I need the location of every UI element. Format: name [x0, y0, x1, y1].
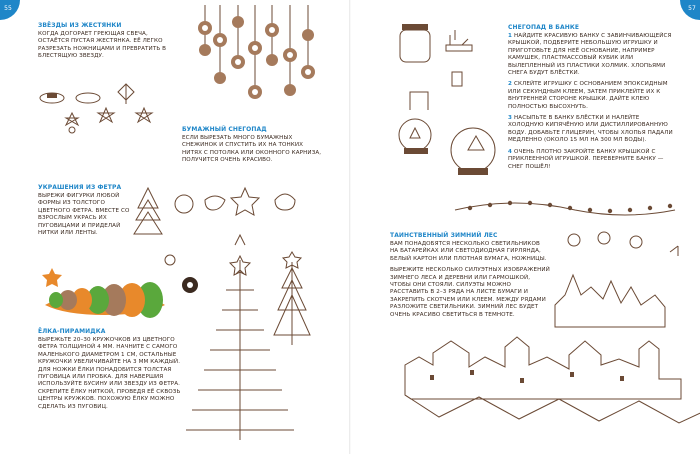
- page-number-right: 57: [680, 0, 700, 20]
- pyramid-tree-section: [38, 328, 186, 415]
- felt-ornaments-section: [38, 184, 133, 241]
- pyramid-tree-title: ЁЛКА-ПИРАМИДКА: [38, 328, 106, 335]
- step-number: 2: [508, 81, 512, 88]
- snow-jar-step: [508, 115, 676, 145]
- felt-ornaments-illustration: [134, 188, 295, 234]
- snow-jar-step: [508, 149, 676, 171]
- hanging-snowflakes-illustration: [198, 5, 315, 99]
- winter-forest-section: [390, 232, 550, 323]
- paper-snowfall-text: ЕСЛИ ВЫРЕЗАТЬ МНОГО БУМАЖНЫХ СНЕЖИНОК И СПУСТИТЬ ИХ НА ТОНКИХ НИТЯХ С ПОТОЛКА ИЛИ ОКОННОГО КАРНИЗА, ПОЛУЧИТСЯ ОЧЕНЬ КРАСИВО.: [182, 135, 322, 164]
- tin-star-steps-illustration: [40, 84, 152, 133]
- snow-jar-step: [508, 81, 676, 111]
- page-number-left: 55: [0, 0, 20, 20]
- paper-snowfall-section: [182, 126, 322, 169]
- winter-forest-title: ТАИНСТВЕННЫЙ ЗИМНИЙ ЛЕС: [390, 232, 498, 239]
- snow-jar-illustrations: [399, 24, 495, 175]
- snow-jar-step: [508, 33, 676, 77]
- step-text: НАСЫПЬТЕ В БАНКУ БЛЁСТКИ И НАЛЕЙТЕ ХОЛОДНУЮ КИПЯЧЁНУЮ ИЛИ ДИСТИЛЛИРОВАННУЮ ВОДУ. ДОБАВЬТЕ ГЛИЦЕРИН, ЧТОБЫ ХЛОПЬЯ ПАДАЛИ МЕДЛЕННО (ОКОЛО 15 МЛ НА 300 МЛ ВОДЫ).: [508, 115, 673, 144]
- stick-trees-illustration: [186, 235, 310, 440]
- step-number: 1: [508, 33, 512, 39]
- snow-jar-title: СНЕГОПАД В БАНКЕ: [508, 24, 580, 31]
- step-number: 4: [508, 148, 512, 155]
- felt-ornaments-title: УКРАШЕНИЯ ИЗ ФЕТРА: [38, 184, 122, 191]
- pyramid-tree-text: ВЫРЕЖЬТЕ 20–30 КРУЖОЧКОВ ИЗ ЦВЕТНОГО ФЕТРА ТОЛЩИНОЙ 4 ММ. НАЧНИТЕ С САМОГО МАЛЕНЬКОГО ДИАМЕТРОМ 1 СМ, ОСТАЛЬНЫЕ КРУЖОЧКИ УВЕЛИЧИВАЙТЕ НА 3 ММ КАЖДЫЙ. ДЛЯ НОЖКИ ЁЛКИ ПОНАДОБИТСЯ ТОЛСТАЯ ПУГОВИЦА ИЛИ ПРОБКА. ДЛЯ НАВЕРШИЯ ИСПОЛЬЗУЙТЕ БУСИНУ ИЛИ ЗВЕЗДУ ИЗ ФЕТРА. СКРЕПИТЕ ЁЛКУ НИТКОЙ, ПРОВЕДЯ ЕЁ СКВОЗЬ ЦЕНТРЫ КРУЖКОВ. ПОХОЖУЮ ЁЛКУ МОЖНО СДЕЛАТЬ ИЗ ПУГОВИЦ.: [38, 337, 181, 410]
- tin-stars-section: [38, 22, 178, 65]
- step-text: СКЛЕЙТЕ ИГРУШКУ С ОСНОВАНИЕМ ЭПОКСИДНЫМ ИЛИ СЕКУНДНЫМ КЛЕЕМ, ЗАТЕМ ПРИКЛЕЙТЕ ИХ К ВНУТРЕННЕЙ СТОРОНЕ КРЫШКИ. ДАЙТЕ КЛЕЮ ПОЛНОСТЬЮ ВЫСОХНУТЬ.: [508, 81, 668, 110]
- winter-forest-paragraph: ВАМ ПОНАДОБЯТСЯ НЕСКОЛЬКО СВЕТИЛЬНИКОВ НА БАТАРЕЙКАХ ИЛИ СВЕТОДИОДНАЯ ГИРЛЯНДА, БЕЛЫЙ КАРТОН ИЛИ ПЛОТНАЯ БУМАГА, НОЖНИЦЫ.: [390, 241, 547, 262]
- step-number: 3: [508, 115, 512, 122]
- snow-jar-section: [508, 24, 676, 175]
- paper-snowfall-title: БУМАЖНЫЙ СНЕГОПАД: [182, 126, 267, 133]
- winter-forest-paragraph: ВЫРЕЖИТЕ НЕСКОЛЬКО СИЛУЭТНЫХ ИЗОБРАЖЕНИЙ ЗИМНЕГО ЛЕСА И ДЕРЕВНИ ИЛИ ГАРМОШКОЙ, ЧТОБЫ ОНИ СТОЯЛИ. СИЛУЭТЫ МОЖНО РАССТАВИТЬ В 2–3 РЯДА НА ЛИСТЕ БУМАГИ И ЗАКРЕПИТЬ СКОТЧЕМ ИЛИ КЛЕЕМ. МЕЖДУ РЯДАМИ РАЗЛОЖИТЕ СВЕТИЛЬНИКИ. ЗИМНИЙ ЛЕС БУДЕТ ОЧЕНЬ КРАСИВО СВЕТИТЬСЯ В ТЕМНОТЕ.: [390, 267, 550, 318]
- felt-ornaments-text: ВЫРЕЖИ ФИГУРКИ ЛЮБОЙ ФОРМЫ ИЗ ТОЛСТОГО ЦВЕТНОГО ФЕТРА. ВМЕСТЕ СО ВЗРОСЛЫМ УКРАСЬ ИХ ПУГОВИЦАМИ И ПРИДЕЛАЙ НИТКИ ИЛИ ЛЕНТЫ.: [38, 193, 130, 237]
- step-text: ОЧЕНЬ ПЛОТНО ЗАКРОЙТЕ БАНКУ КРЫШКОЙ С ПРИКЛЕЕННОЙ ИГРУШКОЙ. ПЕРЕВЕРНИТЕ БАНКУ — СНЕГ ПОШЁЛ!: [508, 148, 664, 170]
- tin-stars-text: КОГДА ДОГОРАЕТ ГРЕЮЩАЯ СВЕЧА, ОСТАЁТСЯ ПУСТАЯ ЖЕСТЯНКА. ЕЁ ЛЕГКО РАЗРЕЗАТЬ НОЖНИЦАМИ И ПРЕВРАТИТЬ В БЛЕСТЯЩУЮ ЗВЕЗДУ.: [38, 31, 167, 60]
- felt-pyramid-illustration: [42, 255, 198, 318]
- tin-stars-title: ЗВЁЗДЫ ИЗ ЖЕСТЯНКИ: [38, 22, 122, 29]
- step-text: НАЙДИТЕ КРАСИВУЮ БАНКУ С ЗАВИНЧИВАЮЩЕЙСЯ КРЫШКОЙ, ПОДБЕРИТЕ НЕБОЛЬШУЮ ИГРУШКУ И ПРИГОТОВЬТЕ ДЛЯ НЕЁ ОСНОВАНИЕ, НАПРИМЕР КАМУШЕК, ПЛАСТМАССОВЫЙ КУБИК ИЛИ ВЫЛЕПЛЕННЫЙ ИЗ ПЛАСТИКИ ХОЛМИК. ХЛОПЬЯМИ СНЕГА БУДУТ БЛЁСТКИ.: [508, 33, 672, 77]
